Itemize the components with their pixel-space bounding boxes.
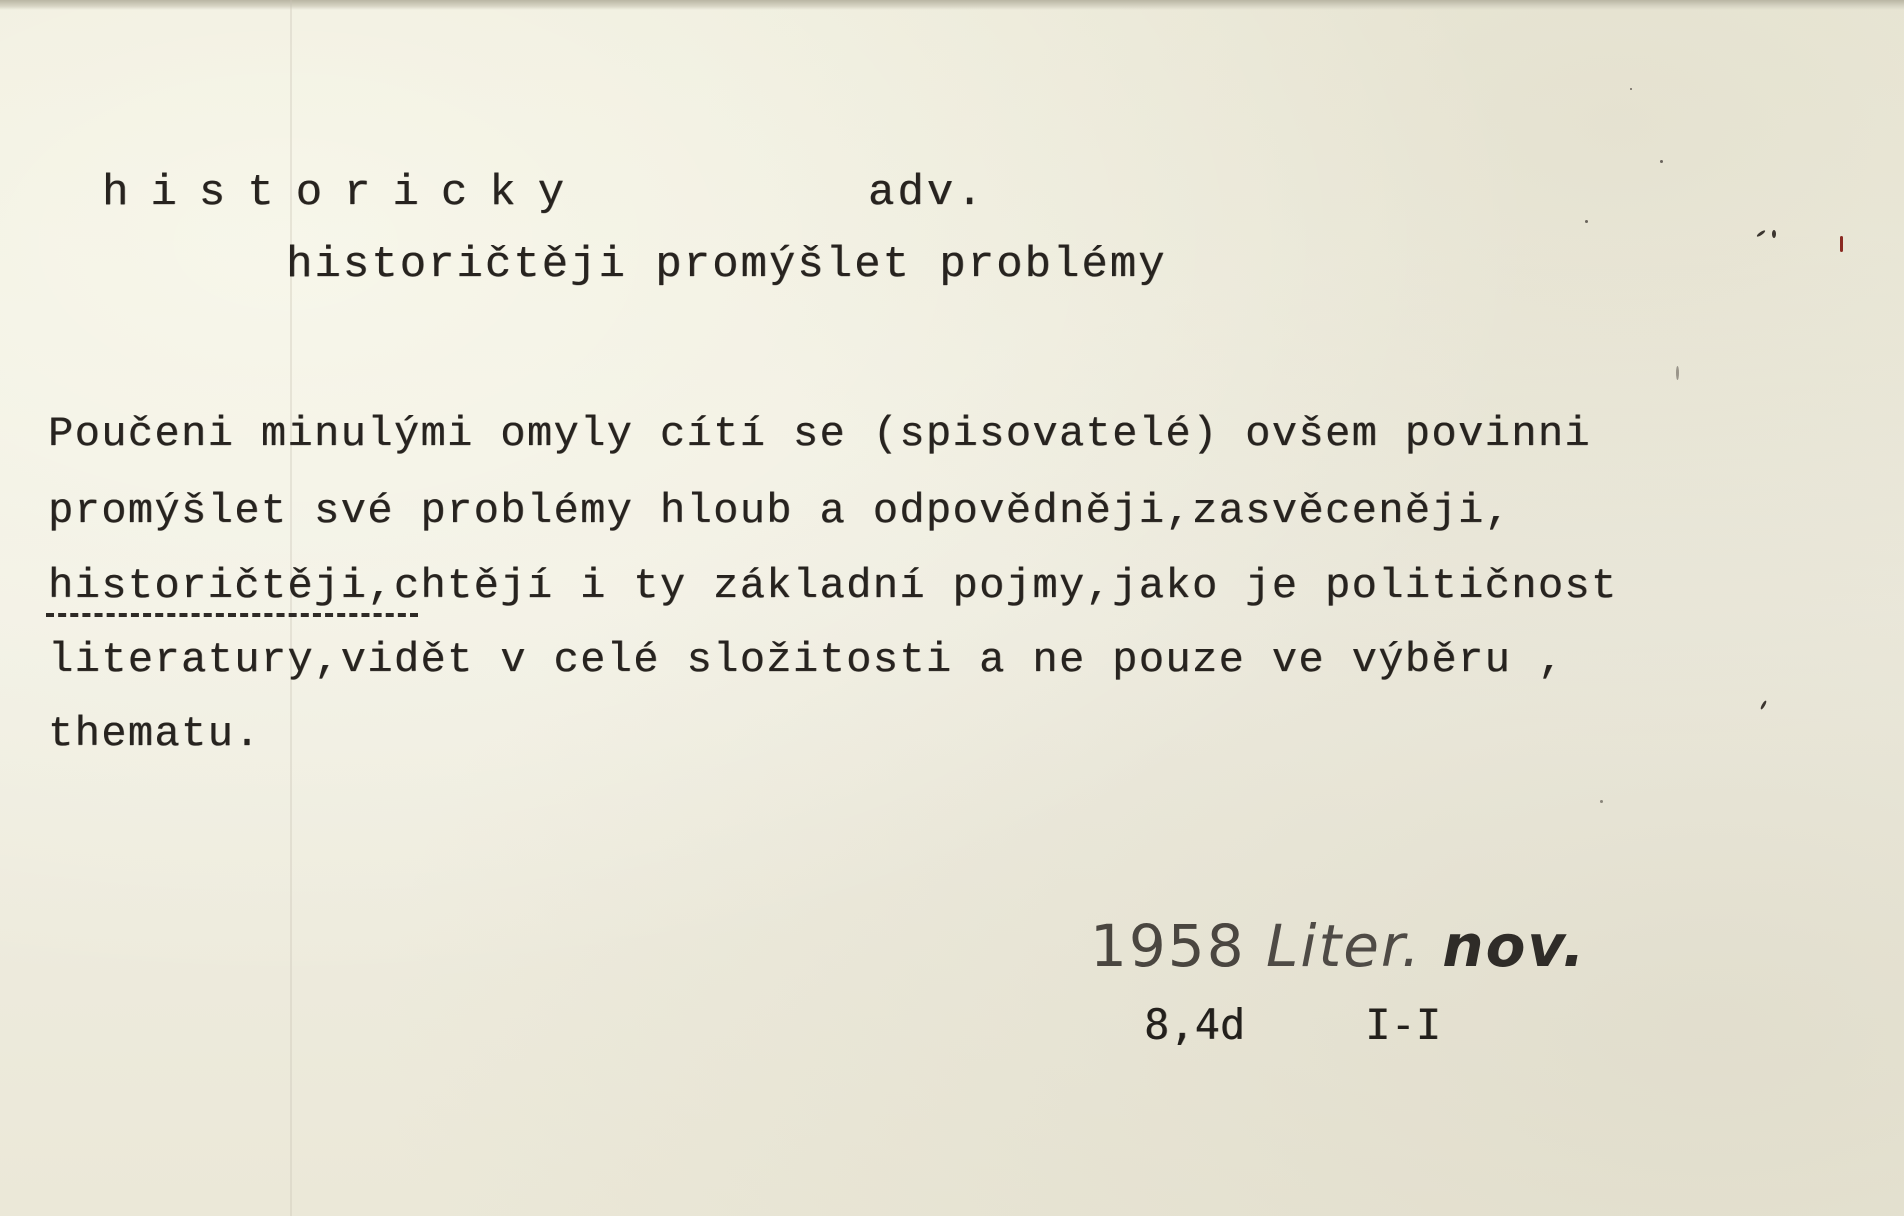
paper-speck	[1760, 700, 1768, 710]
citation-line: Poučeni minulými omyly cítí se (spisovatelé) ovšem povinni	[48, 410, 1592, 458]
paper-speck	[1600, 800, 1603, 803]
example-phrase: historičtěji promýšlet problémy	[286, 240, 1167, 290]
card-top-edge	[0, 0, 1904, 10]
headword: historicky	[102, 168, 587, 218]
paper-speck	[1772, 230, 1776, 238]
paper-speck	[1585, 220, 1588, 223]
paper-speck	[1756, 229, 1766, 237]
citation-line: literatury,vidět v celé složitosti a ne pouze ve výběru ,	[48, 636, 1565, 684]
source-title-suffix: nov.	[1442, 912, 1587, 980]
part-of-speech: adv.	[868, 168, 986, 218]
source-stamp	[1090, 912, 1587, 980]
paper-speck	[1676, 366, 1679, 380]
source-volume: 8,4d	[1144, 1000, 1246, 1049]
source-title: Liter.	[1266, 912, 1422, 980]
paper-speck	[1630, 88, 1632, 90]
citation-line: promýšlet své problémy hloub a odpovědněji,zasvěceněji,	[48, 487, 1512, 535]
source-year: 1958	[1090, 912, 1246, 980]
source-pages: I-I	[1365, 1000, 1442, 1049]
citation-line: thematu.	[48, 710, 261, 758]
headword-underline	[46, 613, 418, 617]
paper-speck	[1660, 160, 1663, 163]
citation-line: historičtěji,chtějí i ty základní pojmy,jako je političnost	[48, 562, 1618, 610]
source-reference	[1144, 1000, 1441, 1049]
red-ink-mark	[1840, 236, 1843, 252]
